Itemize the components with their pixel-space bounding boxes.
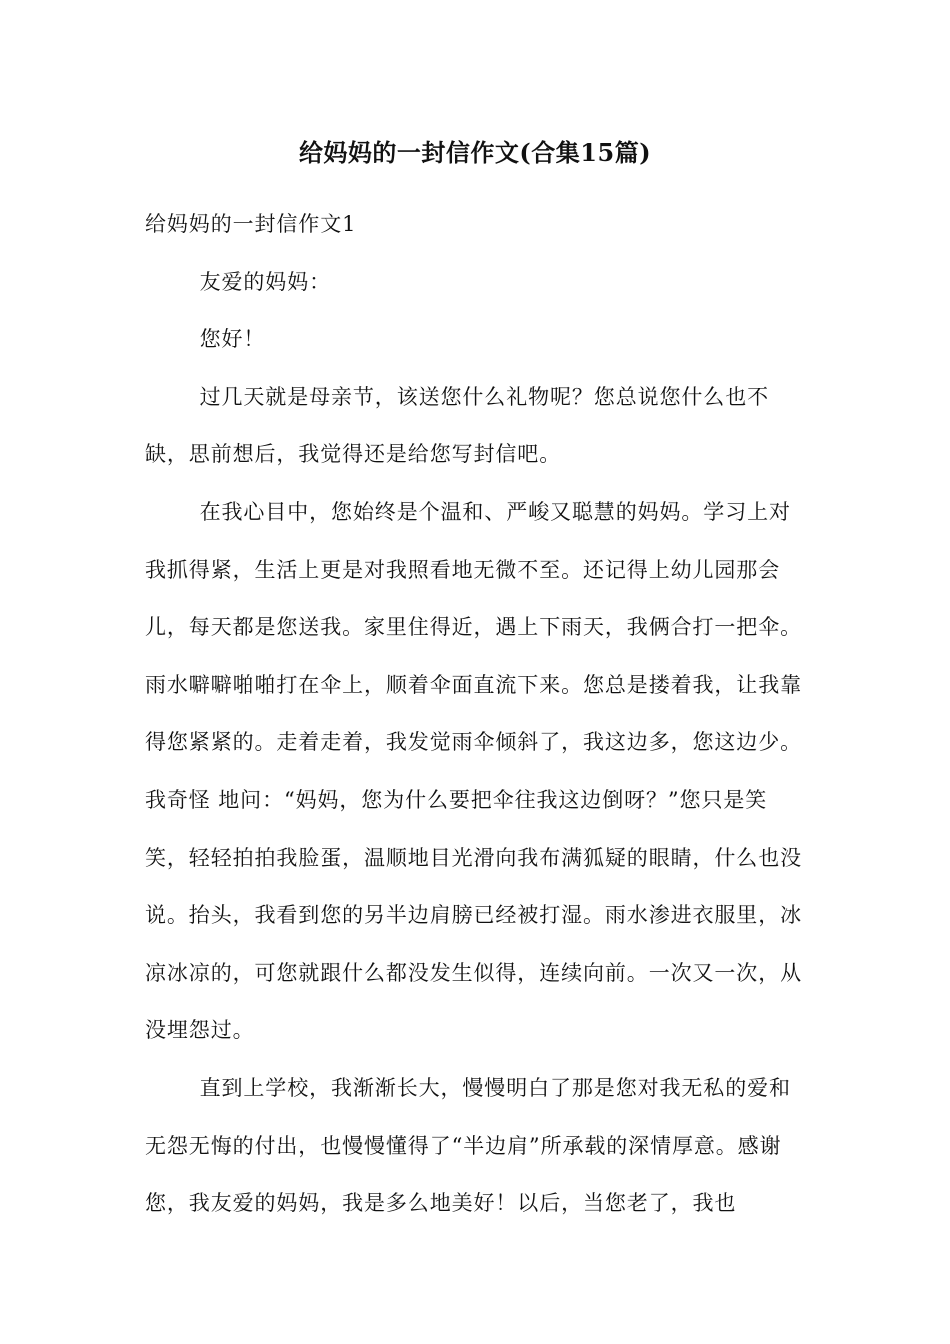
paragraph: 在我心目中，您始终是个温和、严峻又聪慧的妈妈。学习上对我抓得紧，生活上更是对我照看地无微不至。还记得上幼儿园那会儿，每天都是您送我。家里住得近，遇上下雨天，我俩合打一把伞。雨水噼噼啪啪打在伞上，顺着伞面直流下来。您总是搂着我，让我靠得您紧紧的。走着走着，我发觉雨伞倾斜了，我这边多，您这边少。我奇怪 地问：“妈妈，您为什么要把伞往我这边倒呀？”您只是笑笑，轻轻拍拍我脸蛋，温顺地目光滑向我布满狐疑的眼睛，什么也没说。抬头，我看到您的另半边肩膀已经被打湿。雨水渗进衣服里，冰凉冰凉的，可您就跟什么都没发生似得，连续向前。一次又一次，从没埋怨过。: [145, 499, 802, 1043]
salutation: 友爱的妈妈：: [199, 269, 331, 294]
section-heading: 给妈妈的一封信作文1: [145, 212, 357, 236]
greeting: 您好！: [199, 327, 266, 352]
document-title: 给妈妈的一封信作文(合集15篇): [298, 138, 652, 167]
document-body: [145, 196, 807, 1233]
paragraph: 直到上学校，我渐渐长大，慢慢明白了那是您对我无私的爱和无怨无悔的付出，也慢慢懂得了“半边肩”所承载的深情厚意。感谢您，我友爱的妈妈，我是多么地美好！以后，当您老了，我也: [145, 1075, 791, 1216]
paragraph: 过几天就是母亲节，该送您什么礼物呢？您总说您什么也不缺，思前想后，我觉得还是给您写封信吧。: [145, 384, 769, 467]
